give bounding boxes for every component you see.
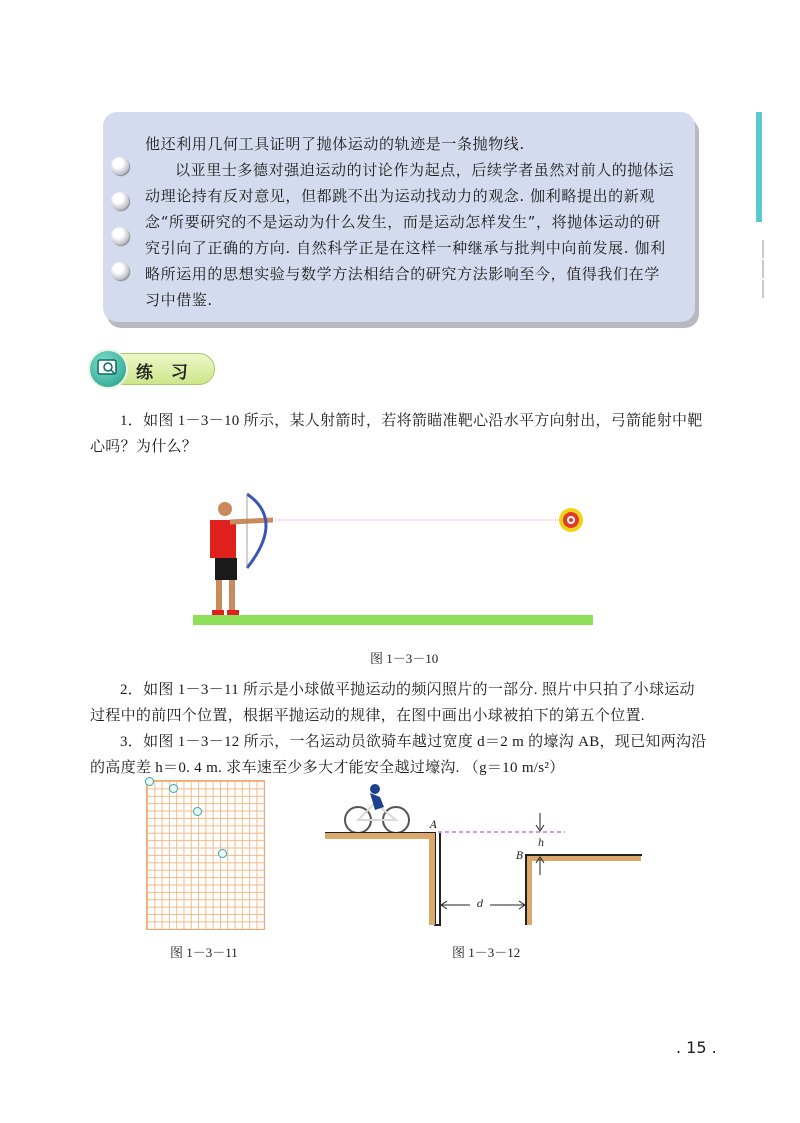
ball-position bbox=[169, 784, 178, 793]
magnifier-icon bbox=[88, 349, 128, 389]
question-1 bbox=[90, 408, 710, 460]
binder-ring-icon bbox=[111, 262, 129, 280]
ball-position bbox=[193, 807, 202, 816]
page-number: . 15 . bbox=[676, 1038, 717, 1057]
binder-ring-icon bbox=[111, 157, 129, 175]
archery-figure bbox=[185, 490, 605, 630]
exercise-header bbox=[88, 349, 218, 387]
reading-line: 他还利用几何工具证明了抛体运动的轨迹是一条抛物线. bbox=[145, 135, 525, 153]
side-margin-marks bbox=[758, 238, 768, 318]
questions-2-3 bbox=[90, 677, 710, 781]
binder-ring-icon bbox=[111, 227, 129, 245]
reading-paragraph: 以亚里士多德对强迫运动的讨论作为起点，后续学者虽然对前人的抛体运动理论持有反对意见，但都跳不出为运动找动力的观念. 伽利略提出的新观念“所要研究的不是运动为什么发生，而是运动怎样发生”，将抛体运动的研究引向了正确的方向. 自然科学正是在这样一种继承与批判中向前发展. 伽利略所运用的思想实验与数学方法相结合的研究方法影响至今，值得我们在学习中借鉴. bbox=[145, 161, 675, 309]
figure-1-3-11-caption: 图 1－3－11 bbox=[170, 945, 238, 960]
strobe-grid-figure bbox=[146, 780, 265, 930]
exercise-title: 练 习 bbox=[136, 363, 194, 383]
binder-ring-icon bbox=[111, 192, 129, 210]
reading-text bbox=[145, 131, 675, 313]
trench-figure bbox=[320, 775, 650, 935]
figure-1-3-12-caption: 图 1－3－12 bbox=[452, 945, 521, 960]
ball-position bbox=[218, 849, 227, 858]
side-accent-bar bbox=[756, 112, 762, 222]
question-2-text: 2．如图 1－3－11 所示是小球做平抛运动的频闪照片的一部分. 照片中只拍了小球运动过程中的前四个位置，根据平抛运动的规律，在图中画出小球被拍下的第五个位置. bbox=[90, 682, 695, 724]
label-h: h bbox=[538, 838, 545, 849]
figure-1-3-10-caption: 图 1－3－10 bbox=[370, 651, 439, 666]
label-B: B bbox=[516, 851, 524, 862]
label-A: A bbox=[430, 820, 438, 831]
question-3-text: 3．如图 1－3－12 所示，一名运动员欲骑车越过宽度 d＝2 m 的壕沟 AB，现已知两沟沿的高度差 h＝0. 4 m. 求车速至少多大才能安全越过壕沟. （g＝10 m/s²） bbox=[90, 734, 707, 776]
ball-position bbox=[145, 777, 154, 786]
label-d: d bbox=[477, 899, 484, 910]
question-1-text: 1．如图 1－3－10 所示，某人射箭时，若将箭瞄准靶心沿水平方向射出，弓箭能射中靶心吗？为什么？ bbox=[90, 413, 703, 455]
